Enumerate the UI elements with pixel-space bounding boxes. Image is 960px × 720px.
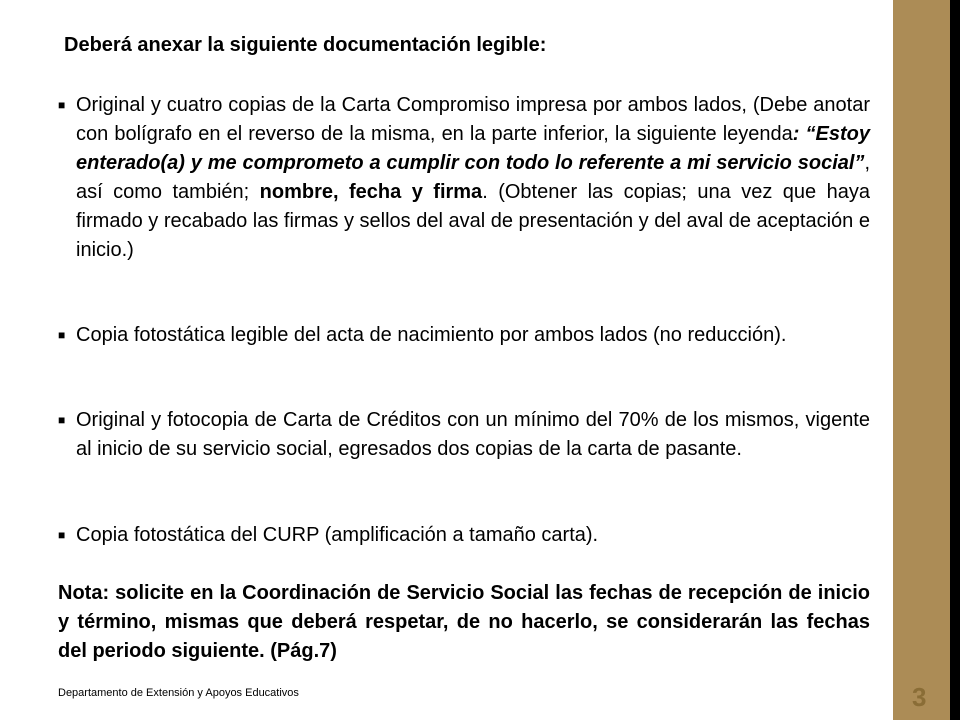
list-item-text: Original y fotocopia de Carta de Créditos con un mínimo del 70% de los mismos, vigente al inicio de su servicio social, egresados dos copias de la carta de pasante. [76,409,870,460]
decorative-gold-band [893,0,950,720]
list-item-carta-creditos [58,406,870,464]
list-item-text: Copia fotostática legible del acta de nacimiento por ambos lados (no reducción). [76,324,787,346]
decorative-black-band [950,0,960,720]
square-bullet-icon: ■ [58,98,66,112]
note-paragraph: Nota: solicite en la Coordinación de Servicio Social las fechas de recepción de inicio y término, mismas que deberá respetar, de no hacerlo, se considerarán las fechas del periodo siguiente. (Pág.7) [58,582,870,662]
footer-department: Departamento de Extensión y Apoyos Educativos [58,687,299,699]
item-intro-text: Original y cuatro copias de la Carta Compromiso impresa por ambos lados, (Debe anotar con bolígrafo en el reverso de la misma, en la parte inferior, la siguiente leyenda [76,94,870,145]
square-bullet-icon: ■ [58,328,66,342]
item-mid-text: , así como también; [76,152,870,203]
section-heading: Deberá anexar la siguiente documentación legible: [64,34,547,56]
item-quote-text: : “Estoy enterado(a) y me comprometo a cumplir con todo lo referente a mi servicio social” [76,123,870,174]
list-item-carta-compromiso [58,91,870,265]
list-item-curp [58,521,870,550]
square-bullet-icon: ■ [58,528,66,542]
page-number: 3 [912,682,927,712]
item-bold-text: nombre, fecha y firma [259,181,483,203]
list-item-text [58,91,870,265]
list-item-text: Copia fotostática del CURP (amplificación a tamaño carta). [76,524,599,546]
item-tail-text: . (Obtener las copias; una vez que haya firmado y recabado las firmas y sellos del aval de presentación y del aval de aceptación e inicio.) [76,181,871,261]
square-bullet-icon: ■ [58,413,66,427]
list-item-acta-nacimiento [58,321,870,350]
